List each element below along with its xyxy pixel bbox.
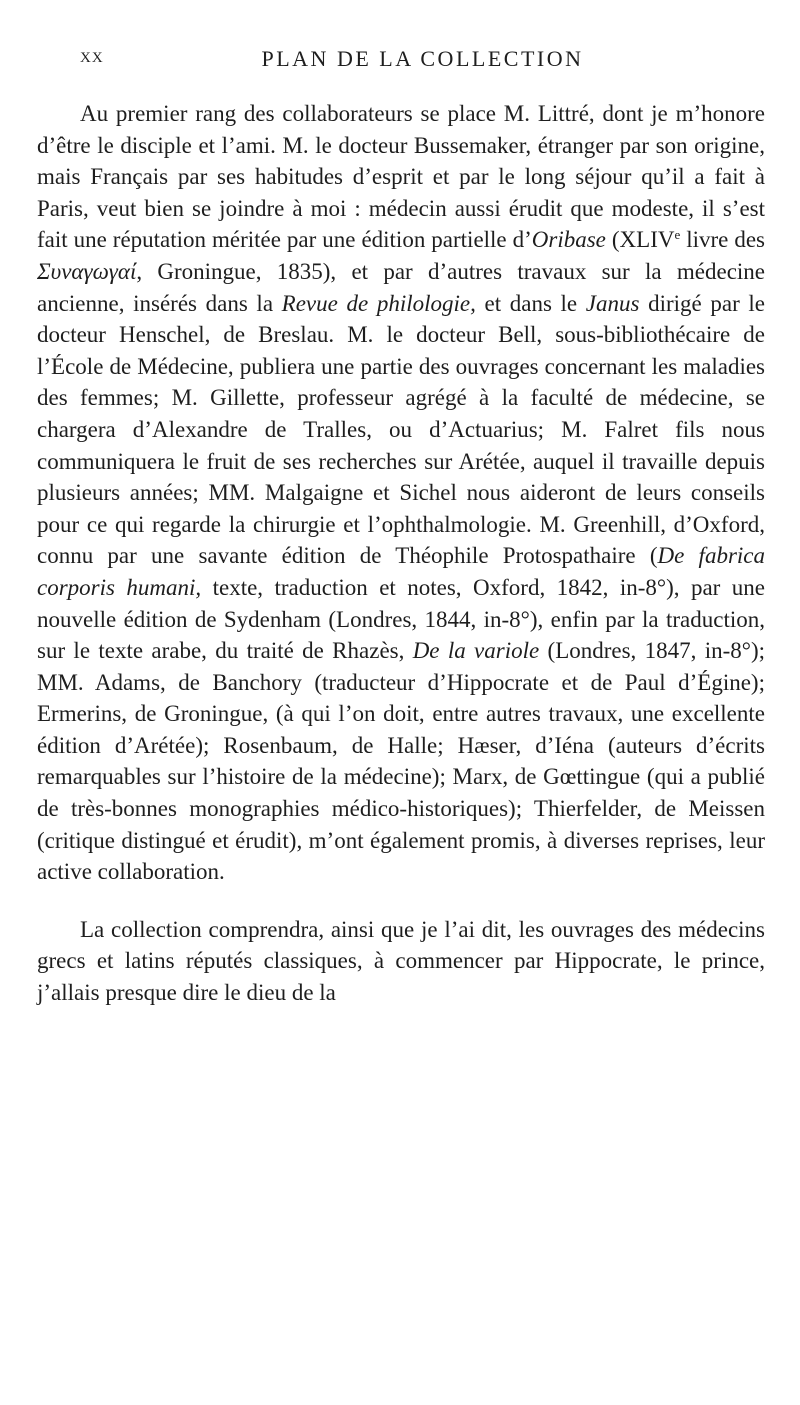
paragraph-collaborators xyxy=(37,98,765,888)
page-number: XX xyxy=(80,50,104,66)
italic-title-revue: Revue de philologie, xyxy=(281,290,476,316)
paragraph-collection: La collection comprendra, ainsi que je l’ai dit, les ouvrages des médecins grecs et latins réputés classiques, à commencer par Hippocrate, le prince, j’allais presque dire le dieu de la xyxy=(37,916,765,1006)
superscript-e: e xyxy=(674,227,681,243)
running-title: PLAN DE LA COLLECTION xyxy=(261,46,584,71)
text-run: Au premier rang des collaborateurs se place M. Littré, dont je m’honore d’être le disciple et l’ami. M. le docteur Bussemaker, étranger par son origine, mais Français par ses habitudes d’esprit et par le long séjour qu’il a fait à Paris, veut bien se joindre à moi : médecin aussi érudit que modeste, il s’est fait une réputation méritée par une édition partielle d’ xyxy=(37,101,765,253)
text-run: (Londres, 1847, in-8°); MM. Adams, de Banchory (traducteur d’Hippocrate et de Paul d’Égine); Ermerins, de Groningue, (à qui l’on doit, entre autres travaux, une excellente édition d’Arétée); Rosenbaum, de Halle; Hæser, d’Iéna (auteurs d’écrits remarquables sur l’histoire de la médecine); Marx, de Gœttingue (qui a publié de très-bonnes monographies médico-historiques); Thierfelder, de Meissen (critique distingué et érudit), m’ont également promis, à diverses reprises, leur active collaboration. xyxy=(37,638,766,885)
text-run: (XLIV xyxy=(605,227,675,253)
text-run: , Groningue, 1835), et par d’autres travaux sur la médecine ancienne, insérés dans la xyxy=(37,258,765,316)
italic-title-de-fabrica: De fabrica corporis humani, xyxy=(37,543,766,600)
text-run: texte, traduction et notes, Oxford, 1842, in-8°), par une nouvelle édition de Sydenham (Londres, 1844, in-8°), enfin par la traduction, sur le texte arabe, du traité de Rhazès, xyxy=(37,574,765,664)
text-run: livre des xyxy=(680,227,765,253)
greek-title: Συναγωγαί xyxy=(37,258,137,284)
italic-title-janus: Janus xyxy=(585,290,640,316)
italic-title-variole: De la variole xyxy=(412,638,540,664)
italic-title-oribase: Oribase xyxy=(531,227,606,253)
page-header xyxy=(80,46,765,78)
text-run: et dans le xyxy=(475,290,586,316)
text-run: dirigé par le docteur Henschel, de Breslau. M. le docteur Bell, sous-bibliothécaire de l’École de Médecine, publiera une partie des ouvrages concernant les maladies des femmes; M. Gillette, professeur agrégé à la faculté de médecine, se chargera d’Alexandre de Tralles, ou d’Actuarius; M. Falret fils nous communiquera le fruit de ses recherches sur Arétée, auquel il travaille depuis plusieurs années; MM. Malgaigne et Sichel nous aideront de leurs conseils pour ce qui regarde la chirurgie et l’ophthalmologie. M. Greenhill, d’Oxford, connu par une savante édition de Théophile Protospathaire ( xyxy=(37,290,765,569)
body-text xyxy=(37,98,765,1009)
